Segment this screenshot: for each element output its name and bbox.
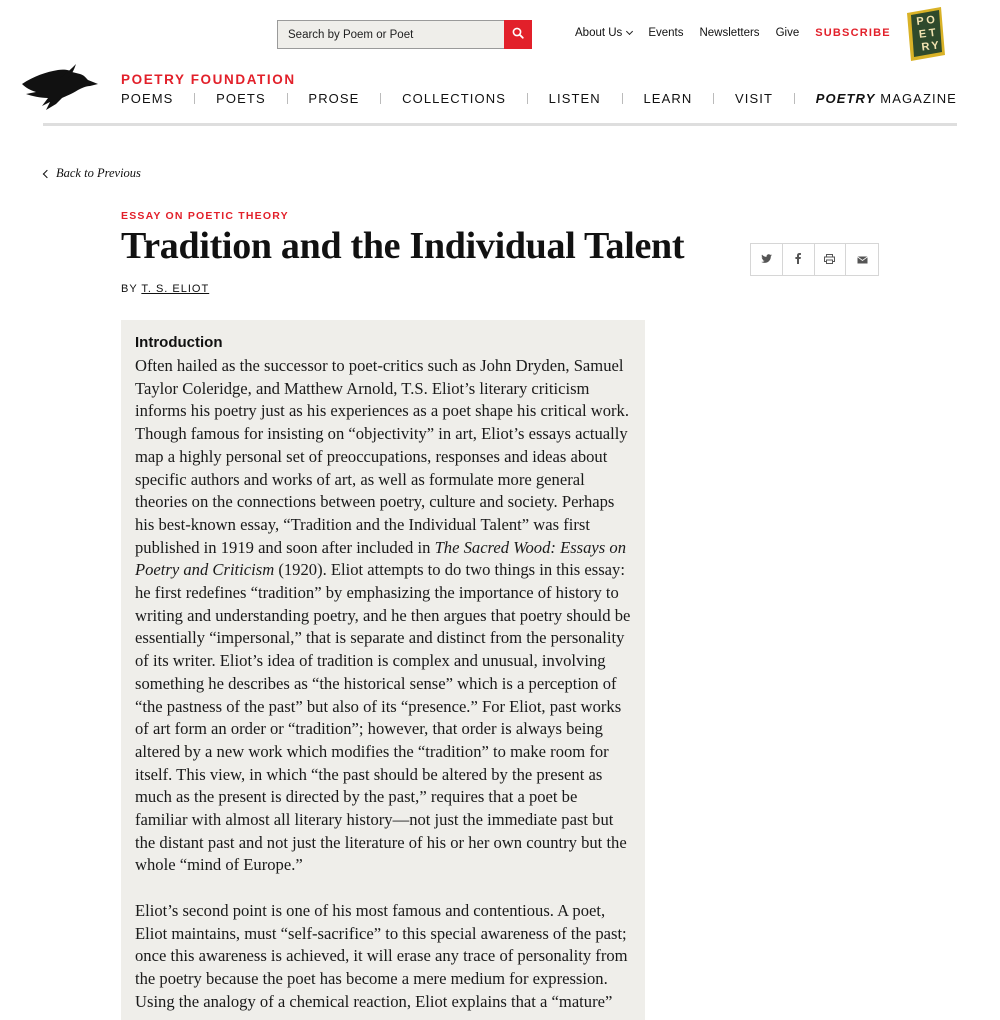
nav-visit[interactable]: VISIT <box>735 91 774 106</box>
nav-prose[interactable]: PROSE <box>308 91 360 106</box>
nav-listen[interactable]: LISTEN <box>548 91 601 106</box>
give-link[interactable]: Give <box>775 27 800 39</box>
nav-collections[interactable]: COLLECTIONS <box>402 91 506 106</box>
badge-letter: R <box>920 40 931 54</box>
intro-text: Often hailed as the successor to poet-critics such as John Dryden, Samuel Taylor Coleridge, and Matthew Arnold, T.S. Eliot’s literary criticism informs his poetry just as his experiences as a poet shape his critical work. Though famous for insisting on “objectivity” in art, Eliot’s essays actually map a highly personal set of preoccupations, responses and ideas about specific authors and works of art, as well as formulate more general theories on the connections between poetry, culture and society. Perhaps his best-known essay, “Tradition and the Individual Talent” was first published in 1919 and soon after included in <box>135 356 629 557</box>
chevron-left-icon <box>43 169 51 177</box>
article-kicker[interactable]: ESSAY ON POETIC THEORY <box>121 210 289 222</box>
introduction-paragraph: Eliot’s second point is one of his most famous and contentious. A poet, Eliot maintains, must “self-sacrifice” to this special awareness of the past; once this awareness is achieved, it will erase any trace of personality from the poetry because the poet has become a mere medium for expression. Using the analogy of a chemical reaction, Eliot explains that a “mature” <box>135 900 628 1011</box>
byline-prefix: BY <box>121 283 142 295</box>
search-input[interactable] <box>277 20 504 49</box>
nav-magazine-rest: MAGAZINE <box>875 91 957 106</box>
events-link[interactable]: Events <box>648 27 684 39</box>
introduction-heading: Introduction <box>135 334 223 351</box>
nav-poetry-magazine[interactable] <box>816 91 957 106</box>
back-to-previous-link[interactable] <box>44 166 141 181</box>
twitter-icon <box>761 251 772 269</box>
newsletters-link[interactable]: Newsletters <box>699 27 760 39</box>
facebook-icon <box>795 251 801 269</box>
badge-letter: Y <box>930 39 940 53</box>
nav-learn[interactable]: LEARN <box>643 91 693 106</box>
about-us-label: About Us <box>575 27 623 39</box>
search-bar <box>277 20 532 49</box>
nav-magazine-strong: POETRY <box>815 91 876 106</box>
about-us-link[interactable] <box>575 27 632 39</box>
brand-name[interactable]: POETRY FOUNDATION <box>121 72 296 87</box>
search-button[interactable] <box>504 20 532 49</box>
article-title: Tradition and the Individual Talent <box>121 225 685 267</box>
back-label: Back to Previous <box>56 166 141 180</box>
introduction-paragraph <box>135 355 631 877</box>
badge-letter: O <box>925 13 936 27</box>
nav-divider <box>527 93 528 104</box>
main-nav <box>121 91 957 106</box>
introduction-box <box>121 320 645 1020</box>
nav-divider <box>287 93 288 104</box>
email-icon <box>857 251 868 269</box>
pegasus-logo-icon[interactable] <box>20 64 100 112</box>
badge-letter: P <box>915 15 925 29</box>
share-twitter-button[interactable] <box>751 244 783 275</box>
print-icon <box>824 251 835 269</box>
search-icon <box>512 27 524 42</box>
nav-divider <box>794 93 795 104</box>
share-facebook-button[interactable] <box>783 244 815 275</box>
subscribe-link[interactable]: SUBSCRIBE <box>815 27 891 39</box>
chevron-down-icon <box>626 28 633 35</box>
nav-divider <box>622 93 623 104</box>
badge-letter: E <box>918 28 928 41</box>
header-divider <box>43 123 957 126</box>
print-button[interactable] <box>815 244 847 275</box>
nav-poets[interactable]: POETS <box>216 91 266 106</box>
nav-divider <box>194 93 195 104</box>
nav-poems[interactable]: POEMS <box>121 91 174 106</box>
nav-divider <box>713 93 714 104</box>
author-link[interactable]: T. S. ELIOT <box>141 283 210 295</box>
poetry-magazine-badge[interactable] <box>905 7 947 61</box>
byline <box>121 283 209 295</box>
intro-text: (1920). Eliot attempts to do two things in this essay: he first redefines “tradition” by emphasizing the importance of history to writing and understanding poetry, and he then argues that poetry should be essentially “impersonal,” that is separate and distinct from the personality of its writer. Eliot’s idea of tradition is complex and unusual, involving something he describes as “the historical sense” which is a perception of “the pastness of the past” but also of its “presence.” For Eliot, past works of art form an order or “tradition”; however, that order is always being altered by a new work which modifies the “tradition” to make room for itself. This view, in which “the past should be altered by the present as much as the present is directed by the past,” requires that a poet be familiar with almost all literary history—not just the immediate past but the distant past and not just the literature of his or her own country but the whole “mind of Europe.” <box>135 560 631 875</box>
share-toolbar <box>750 243 879 276</box>
utility-nav <box>575 27 907 39</box>
nav-divider <box>380 93 381 104</box>
book-title: The Sacred Wood: Essays on Poetry and Criticism <box>135 537 626 580</box>
share-email-button[interactable] <box>846 244 878 275</box>
badge-letter: T <box>928 26 937 40</box>
